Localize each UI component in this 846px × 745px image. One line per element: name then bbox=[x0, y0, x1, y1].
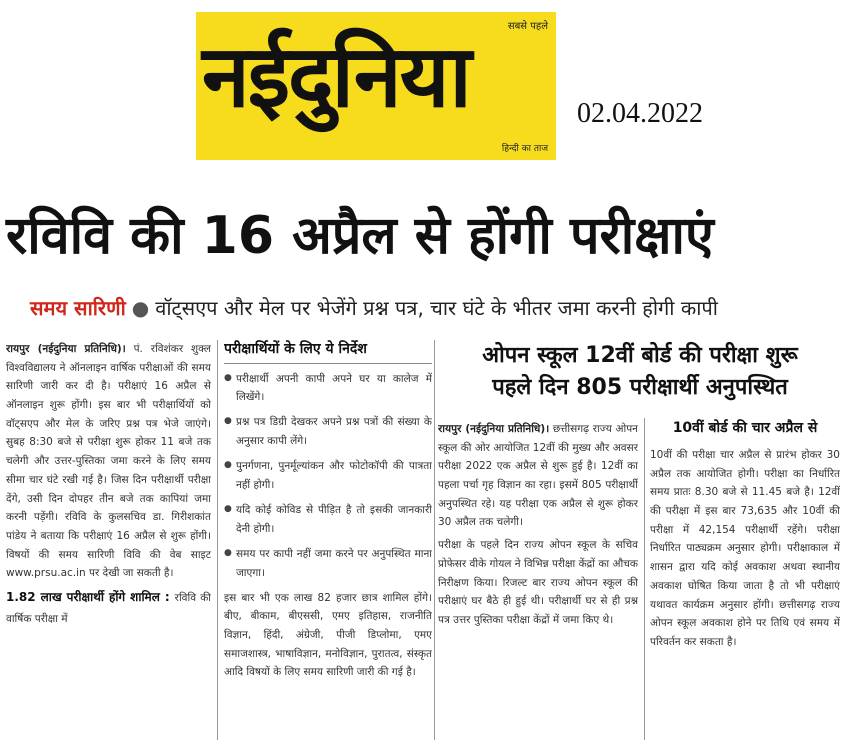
instruction-item: ● समय पर कापी नहीं जमा करने पर अनुपस्थित माना जाएगा। bbox=[224, 545, 432, 583]
instruction-item: ● प्रश्न पत्र डिग्री देखकर अपने प्रश्न पत्रों की संख्या के अनुसार कापी लेंगे। bbox=[224, 413, 432, 451]
article2-para-3: 10वीं की परीक्षा चार अप्रैल से प्रारंभ होकर 30 अप्रैल तक आयोजित होगी। परीक्षा का निर्धारित समय प्रातः 8.30 बजे से 11.45 बजे है। 12वीं की परीक्षा में इस बार 73,635 और 10वीं की परीक्षा में 42,154 परीक्षार्थी रहेंगे। परीक्षा निर्धारित पाठ्यक्रम अनुसार होगी। परीक्षाकाल में शासन द्वारा यदि कोई अवकाश अथवा स्थानीय अवकाश घोषित किया जाता है तो भी परीक्षाएं यथावत कार्यक्रम अनुसार होंगी। छत्तीसगढ़ राज्य ओपन स्कूल अवकाश होने पर तिथि एवं समय में परिवर्तन कर सकता है। bbox=[650, 449, 840, 648]
article1-para-1: पं. रविशंकर शुक्ल विश्वविद्यालय ने ऑनलाइन वार्षिक परीक्षाओं की समय सारिणी जारी कर दी है। परीक्षाएं 16 अप्रैल से ऑनलाइन शुरू होंगी। इस बार भी परीक्षार्थियों को वॉट्सएप और मेल के जरिए प्रश्न पत्र भेजे जाएंगे। सुबह 8:30 बजे से परीक्षा शुरू होकर 11 बजे तक चलेगी और उत्तर-पुस्तिका जमा करने के लिए समय सीमा चार घंटे रखी गई है। जिस दिन परीक्षार्थी परीक्षा देंगे, उसी दिन दोपहर तीन बजे तक कापियां जमा करनी पड़ेंगी। रविवि के कुलसचिव डा. गिरीशकांत पांडेय ने बताया कि परीक्षाएं 16 अप्रैल से शुरू होंगी। विषयों की समय सारिणी विवि की वेब साइट www.prsu.ac.in पर देखी जा सकती है। bbox=[6, 343, 211, 580]
article2-subhead: 10वीं बोर्ड की चार अप्रैल से bbox=[672, 420, 818, 436]
masthead-logo bbox=[196, 12, 556, 160]
sub-headline-text: वॉट्सएप और मेल पर भेजेंगे प्रश्न पत्र, चार घंटे के भीतर जमा करनी होगी कापी bbox=[155, 296, 718, 320]
masthead-tagline-top: सबसे पहले bbox=[507, 21, 548, 32]
publication-date: 02.04.2022 bbox=[577, 98, 703, 129]
article2-dateline: रायपुर (नईदुनिया प्रतिनिधि)। bbox=[438, 423, 550, 435]
instructions-box-title: परीक्षार्थियों के लिए ये निर्देश bbox=[224, 340, 432, 364]
article1-column-2 bbox=[224, 340, 432, 740]
article2-headline bbox=[440, 340, 840, 404]
article2-column-1 bbox=[438, 420, 638, 740]
article1-para-2: रविवि की वार्षिक परीक्षा में bbox=[6, 591, 211, 626]
article1-column-1 bbox=[6, 340, 211, 740]
article1-body-1 bbox=[6, 340, 211, 583]
sub-headline bbox=[30, 294, 840, 321]
main-headline: रविवि की 16 अप्रैल से होंगी परीक्षाएं bbox=[6, 206, 714, 266]
article1-subhead-text: 1.82 लाख परीक्षार्थी होंगे शामिल : bbox=[6, 589, 170, 604]
article2-body-1 bbox=[438, 420, 638, 532]
column-divider bbox=[644, 418, 645, 740]
article1-dateline: रायपुर (नईदुनिया प्रतिनिधि)। bbox=[6, 343, 126, 355]
article2-headline-line-2: पहले दिन 805 परीक्षार्थी अनुपस्थित bbox=[492, 374, 788, 400]
kicker-label: समय सारिणी bbox=[30, 296, 126, 320]
column-divider bbox=[434, 340, 435, 740]
instruction-item: ● परीक्षार्थी अपनी कापी अपने घर या कालेज में लिखेंगे। bbox=[224, 370, 432, 408]
article1-para-3: इस बार भी एक लाख 82 हजार छात्र शामिल होंगे। बीए, बीकाम, बीएससी, एमए इतिहास, राजनीति विज्ञान, हिंदी, अंग्रेजी, पीजी डिप्लोमा, एमए समाजशास्त्र, भाषाविज्ञान, मनोविज्ञान, पुरातत्व, संस्कृत आदि विषयों के लिए समय सारिणी जारी की गई है। bbox=[224, 591, 432, 679]
article2-para-1: छत्तीसगढ़ राज्य ओपन स्कूल की ओर आयोजित 12वीं की मुख्य और अवसर परीक्षा 2022 एक अप्रैल से शुरू हुई है। 12वीं का पहला पर्चा गृह विज्ञान का रहा। इसमें 805 परीक्षार्थी अनुपस्थित रहे। यह परीक्षा एक अप्रैल से शुरू होकर 30 अप्रैल तक चलेगी। bbox=[438, 423, 638, 529]
column-divider bbox=[217, 340, 218, 740]
article2-column-2 bbox=[650, 446, 840, 742]
masthead-tagline-bottom: हिन्दी का ताज bbox=[501, 144, 548, 154]
instructions-list bbox=[224, 370, 432, 583]
article1-subhead bbox=[6, 587, 211, 630]
bullet-icon: ● bbox=[131, 296, 150, 320]
instruction-item: ● यदि कोई कोविड से पीड़ित है तो इसकी जानकारी देनी होगी। bbox=[224, 501, 432, 539]
article2-headline-line-1: ओपन स्कूल 12वीं बोर्ड की परीक्षा शुरू bbox=[482, 343, 798, 368]
instruction-item: ● पुनर्गणना, पुनर्मूल्यांकन और फोटोकॉपी की पात्रता नहीं होगी। bbox=[224, 457, 432, 495]
article2-para-2: परीक्षा के पहले दिन राज्य ओपन स्कूल के सचिव प्रोफेसर वीके गोयल ने विभिन्न परीक्षा केंद्रों का औचक निरीक्षण किया। रिजल्ट बार राज्य ओपन स्कूल की परीक्षाएं घर बैठे ही हुई थी। परीक्षार्थी घर से ही प्रश्न पत्र उत्तर पुस्तिका परीक्षा केंद्रों में जमा किए थे। bbox=[438, 539, 638, 626]
masthead-brand: नईदुनिया bbox=[202, 27, 470, 127]
